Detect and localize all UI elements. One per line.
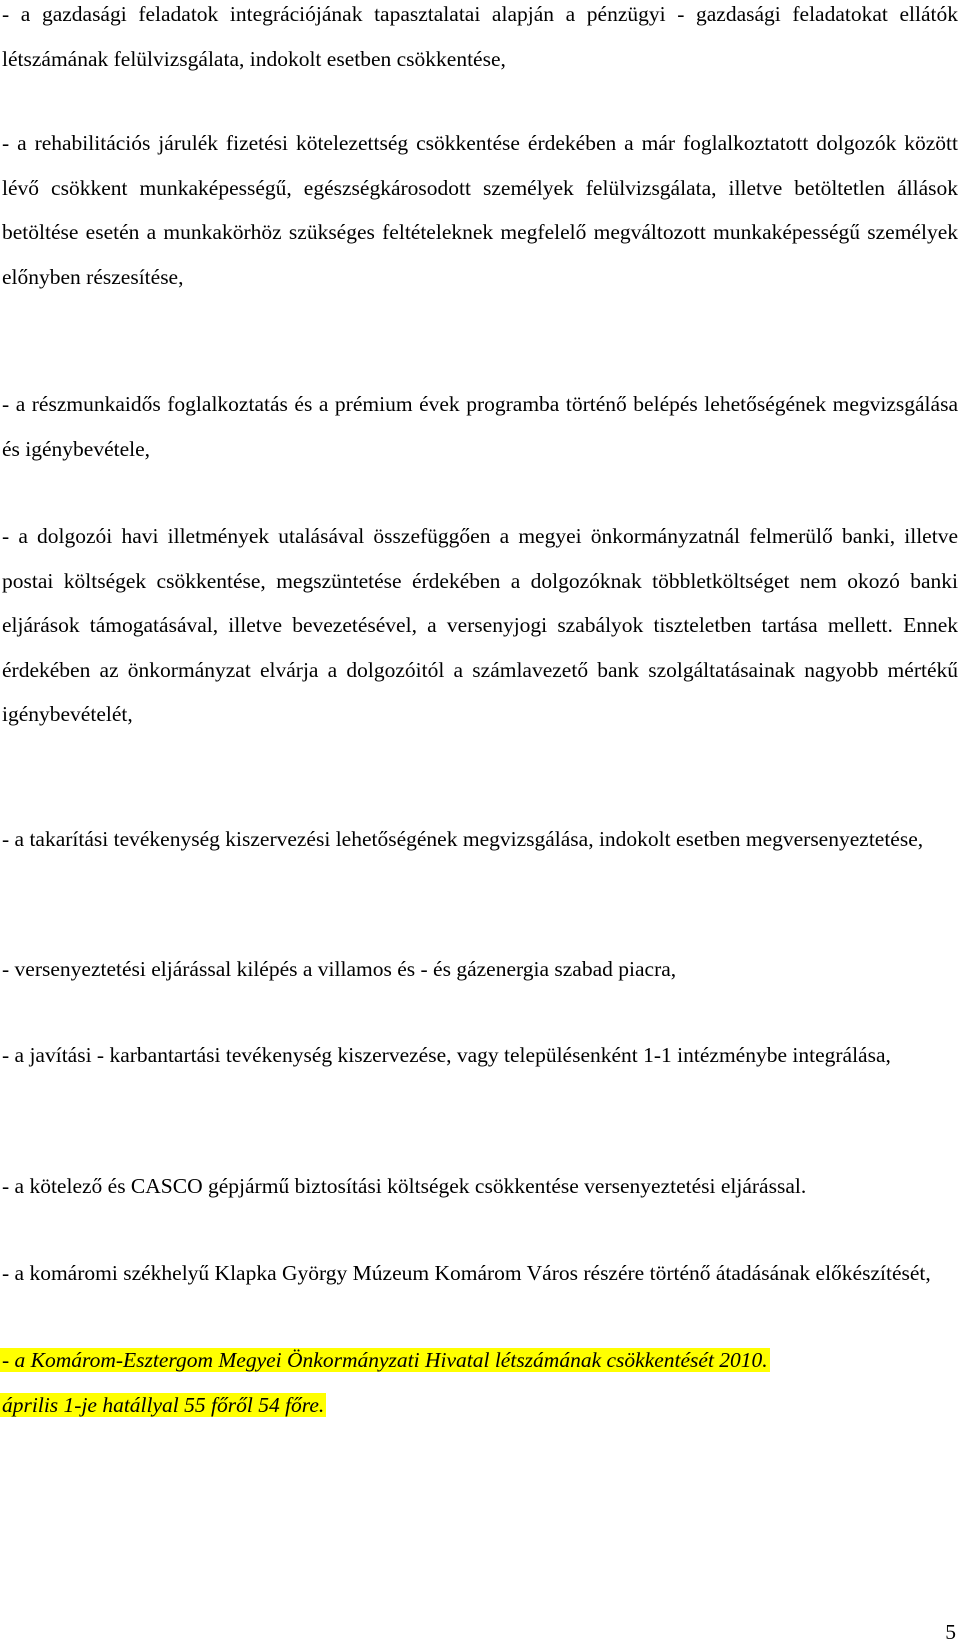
paragraph-cleaning-outsourcing: - a takarítási tevékenység kiszervezési lehetőségének megvizsgálása, indokolt esetben megversenyeztetése, (2, 827, 924, 851)
paragraph-museum-transfer: - a komáromi székhelyű Klapka György Múzeum Komárom Város részére történő átadásának előkészítését, (2, 1261, 931, 1285)
paragraph-financial-staff-review: - a gazdasági feladatok integrációjának tapasztalatai alapján a pénzügyi - gazdasági feladatokat ellátók létszámának felülvizsgálata, indokolt esetben csökkentése, (2, 2, 958, 71)
paragraph-salary-transfer-costs: - a dolgozói havi illetmények utalásával összefüggően a megyei önkormányzatnál felmerülő banki, illetve postai költségek csökkentése, megszüntetése érdekében a dolgozóknak többletköltséget nem okozó banki eljárások támogatásával, illetve bevezetésével, a versenyjogi szabályok tiszteletben tartása mellett. Ennek érdekében az önkormányzat elvárja a dolgozóitól a számlavezető bank szolgáltatásainak nagyobb mértékű igénybevételét, (2, 524, 958, 726)
paragraph-part-time-employment: - a részmunkaidős foglalkoztatás és a prémium évek programba történő belépés lehetőségének megvizsgálása és igénybevétele, (2, 392, 958, 461)
highlighted-staff-reduction (0, 1338, 960, 1427)
highlighted-text: - a Komárom-Esztergom Megyei Önkormányzati Hivatal létszámának csökkentését 2010. (2, 1348, 768, 1372)
paragraph-rehabilitation-contribution: - a rehabilitációs járulék fizetési kötelezettség csökkentése érdekében a már foglalkoztatott dolgozók között lévő csökkent munkaképességű, egészségkárosodott személyek felülvizsgálata, illetve betöltetlen állások betöltése esetén a munkakörhöz szükséges feltételeknek megfelelő megváltozott munkaképességű személyek előnyben részesítése, (2, 131, 958, 289)
highlighted-line (0, 1383, 960, 1428)
page-number: 5 (945, 1620, 956, 1644)
highlighted-line (0, 1338, 960, 1383)
paragraph-maintenance-outsourcing: - a javítási - karbantartási tevékenység kiszervezése, vagy településenként 1-1 intézménybe integrálása, (2, 1043, 891, 1067)
paragraph-energy-market: - versenyeztetési eljárással kilépés a villamos és - és gázenergia szabad piacra, (2, 957, 677, 981)
highlighted-text: április 1-je hatállyal 55 főről 54 főre. (2, 1392, 325, 1417)
paragraph-vehicle-insurance: - a kötelező és CASCO gépjármű biztosítási költségek csökkentése versenyeztetési eljárással. (2, 1174, 807, 1198)
